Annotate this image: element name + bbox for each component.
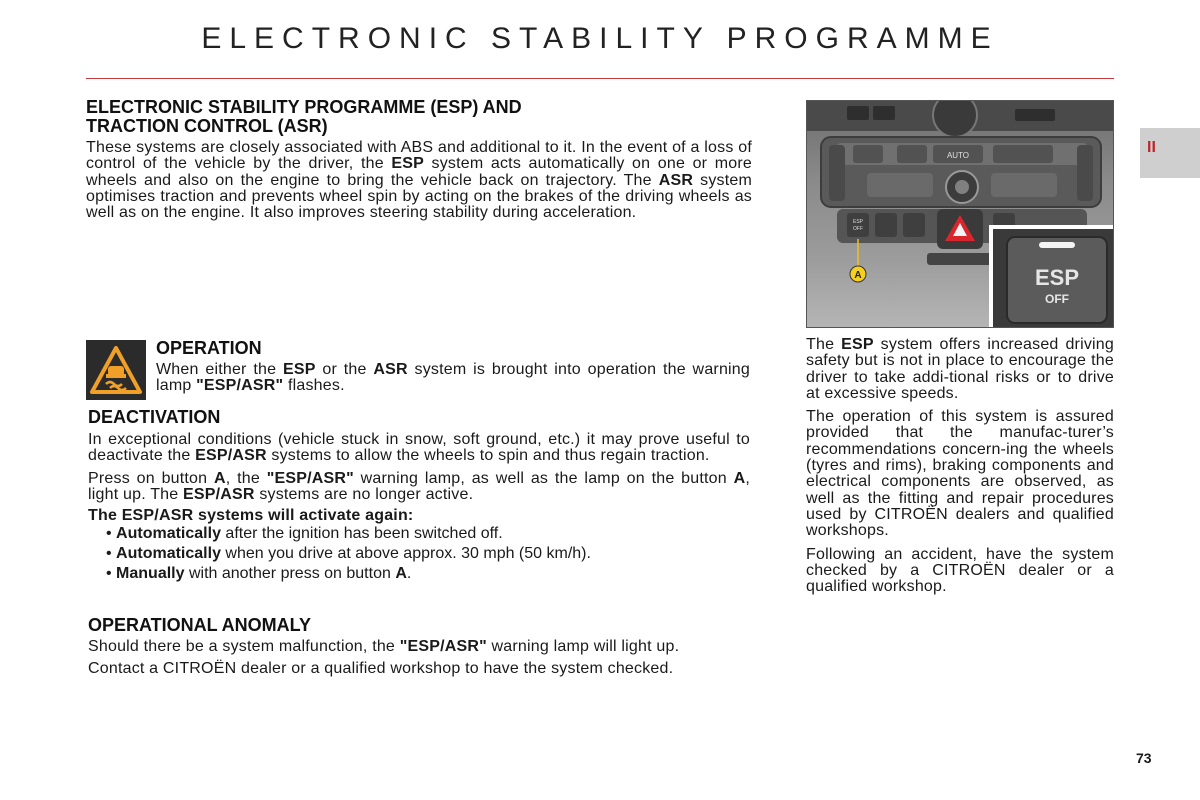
deactivation-paragraph-2: Press on button A, the "ESP/ASR" warning lamp, as well as the lamp on the button A, light up. The ESP/ASR systems are no longer active. xyxy=(88,469,750,503)
right-column xyxy=(806,337,1114,595)
list-item: • Automatically after the ignition has been switched off. xyxy=(106,525,503,543)
esp-asr-heading-line1: ELECTRONIC STABILITY PROGRAMME (ESP) AND xyxy=(86,97,522,117)
list-item: • Automatically when you drive at above approx. 30 mph (50 km/h). xyxy=(106,545,591,563)
operation-section xyxy=(156,339,750,395)
callout-a-label: A xyxy=(854,270,862,281)
deactivation-section xyxy=(88,408,750,584)
svg-text:ESP: ESP xyxy=(852,219,864,225)
right-paragraph-3: Following an accident, have the system checked by a CITROËN dealer or a qualified workshop. xyxy=(806,545,1114,596)
esp-warning-lamp-icon xyxy=(86,340,146,400)
operation-paragraph: When either the ESP or the ASR system is brought into operation the warning lamp "ESP/ASR" flashes. xyxy=(156,361,750,395)
reactivation-list xyxy=(88,524,750,584)
inset-off-label: OFF xyxy=(1045,292,1069,306)
right-paragraph-1: The ESP system offers increased driving safety but is not in place to encourage the driver to take addi-tional risks or to drive at excessive speeds. xyxy=(806,336,1114,402)
title-divider xyxy=(86,78,1114,79)
deactivation-paragraph-1: In exceptional conditions (vehicle stuck in snow, soft ground, etc.) it may prove useful to deactivate the ESP/ASR systems to allow the wheels to spin and thus regain traction. xyxy=(88,431,750,465)
esp-asr-heading xyxy=(86,98,752,136)
chapter-tab-label: II xyxy=(1147,139,1156,156)
esp-asr-section xyxy=(86,98,752,221)
deactivation-heading: DEACTIVATION xyxy=(88,407,221,427)
anomaly-paragraph-1: Should there be a system malfunction, the "ESP/ASR" warning lamp will light up. xyxy=(88,638,680,655)
chapter-tab xyxy=(1140,128,1200,178)
operation-heading: OPERATION xyxy=(156,338,262,358)
reactivation-heading: The ESP/ASR systems will activate again: xyxy=(88,507,414,525)
page-title: ELECTRONIC STABILITY PROGRAMME xyxy=(201,22,999,55)
esp-asr-heading-line2: TRACTION CONTROL (ASR) xyxy=(86,116,328,136)
svg-text:OFF: OFF xyxy=(853,226,863,232)
anomaly-heading: OPERATIONAL ANOMALY xyxy=(88,615,312,635)
right-paragraph-2: The operation of this system is assured provided that the manufac-turer’s recommendations concern-ing the wheels (tyres and rims), braking components and electrical components are observed, as well as the fitting and repair procedures used by CITROËN dealers and qualified workshops. xyxy=(806,408,1114,540)
auto-button-label: AUTO xyxy=(946,151,970,160)
anomaly-section xyxy=(88,616,750,678)
page-number: 73 xyxy=(1136,750,1152,766)
anomaly-paragraph-2: Contact a CITROËN dealer or a qualified workshop to have the system checked. xyxy=(88,660,674,678)
inset-esp-label: ESP xyxy=(1034,265,1080,290)
list-item: • Manually with another press on button A. xyxy=(106,565,412,583)
dashboard-photo xyxy=(806,100,1114,328)
esp-asr-paragraph: These systems are closely associated with ABS and additional to it. In the event of a loss of control of the vehicle by the driver, the ESP system acts automatically on one or more wheels and also on the engine to bring the vehicle back on trajectory. The ASR system optimises traction and prevents wheel spin by acting on the brakes of the driving wheels as well as on the engine. It also improves steering stability during acceleration. xyxy=(86,139,752,222)
